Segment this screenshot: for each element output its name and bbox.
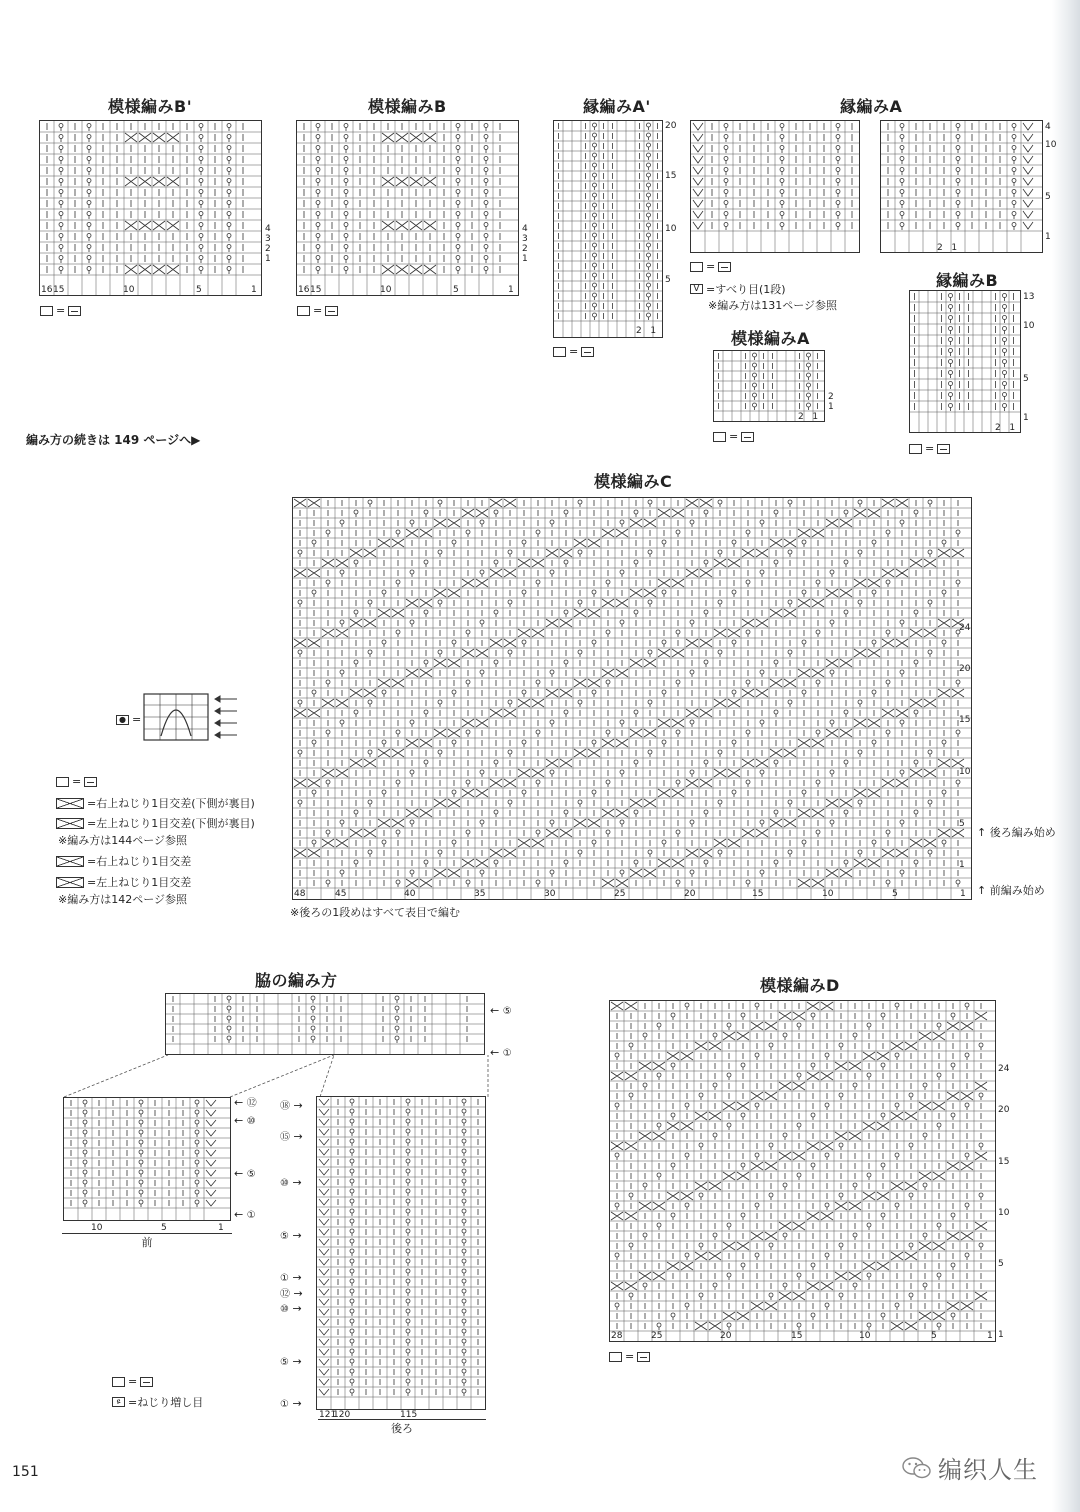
legend-pattern-d [609,1350,650,1363]
legend-rc-twist [56,853,191,869]
left-cross-twist-icon [56,877,84,888]
row-label: 15 [665,171,677,181]
col-label: 2 [636,326,642,336]
col-label: 1 [812,412,819,422]
chart-grid-lines [691,121,859,252]
side-back-label: 後ろ [318,1419,486,1436]
chart-side-left [63,1097,231,1221]
col-label: 30 [544,889,556,899]
side-left-mark-10: ← ⑩ [234,1114,256,1127]
col-label: 15 [53,285,65,295]
cols-pattern-a [798,412,818,422]
mark: ⑮ [280,1132,290,1143]
stitch-symbols [304,123,500,274]
row-label: 1 [1023,413,1029,423]
grid-lines [910,291,1020,432]
mark: ① [280,1399,289,1410]
col-label: 1 [218,1223,224,1233]
col-label: 5 [931,1331,937,1341]
side-right-mark-10b: ⑩ → [280,1302,302,1315]
mark: ⑫ [246,1098,257,1109]
mark: ⑩ [280,1304,289,1315]
blank-cell-icon [690,262,703,272]
title-pattern-d: 模様編みD [760,976,840,995]
side-right-mark-1b: ① → [280,1397,302,1410]
lc-twist-purl-text: =左上ねじり1目交差(下側が裏目) [87,817,255,830]
mark: ① [246,1210,256,1221]
row-label: 2 [828,392,834,402]
rows-border-b [1023,290,1037,433]
ruler-b [296,285,519,296]
right-cross-twist-icon [56,798,84,809]
legend-a-prime [553,345,594,358]
row-label: 4 [1045,122,1051,132]
brand-name: 编织人生 [938,1456,1038,1484]
legend-b-prime [40,304,81,317]
equals: = [313,304,323,317]
equals: = [132,713,142,726]
purl-cell-icon [741,432,754,442]
row-label: 24 [959,623,971,633]
side-right-mark-15: ⑮ → [280,1130,303,1143]
col-label: 15 [752,889,764,899]
col-label: 10 [859,1331,871,1341]
legend-b [297,304,338,317]
side-right-mark-10: ⑩ → [280,1176,302,1189]
side-top-mark-5: ← ⑤ [490,1004,512,1017]
row-label: 10 [959,767,971,777]
legend-slip-stitch [690,281,786,297]
title-border-a-prime: 縁編みA' [583,97,651,116]
equals: = [72,775,82,788]
chart-side-top [165,993,485,1055]
row-label: 10 [665,224,677,234]
slip-ref: ※編み方は131ページ参照 [708,299,837,312]
mark: ⑩ [246,1116,256,1127]
chart-grid-lines [881,121,1042,252]
chart-grid-lines [297,121,518,295]
equals: = [625,1350,635,1363]
rows-a-prime [665,120,679,338]
chart-pattern-b-prime [39,120,262,296]
ref-142: ※編み方は142ページ参照 [58,893,187,906]
chart-pattern-d [609,1000,996,1342]
chart-grid-lines [910,291,1020,432]
col-label: 1 [960,889,966,899]
side-left-mark-1: ← ① [234,1208,256,1221]
rc-twist-text: =右上ねじり1目交差 [87,855,192,868]
mark: ⑤ [280,1231,289,1242]
cols-border-b [995,423,1015,433]
stitch-symbols [319,1099,478,1396]
equals: = [56,304,66,317]
rows-border-a [1045,120,1059,253]
side-front-label: 前 [62,1233,232,1250]
col-label: 16 [41,285,53,295]
col-label: 1 [508,285,514,295]
chart-pattern-c [292,497,972,900]
legend-lc-twist [56,874,191,890]
purl-cell-icon [718,262,731,272]
col-label: 10 [123,285,135,295]
chart-grid-lines [610,1001,995,1341]
row-label: 1 [998,1330,1004,1340]
grid-lines [166,994,484,1054]
mark: ⑫ [280,1289,290,1300]
row-label: 2 [265,244,271,254]
title-pattern-a: 模様編みA [731,329,810,348]
row-label: 20 [959,664,971,674]
title-pattern-b-prime: 模様編みB' [108,97,193,116]
col-label: 5 [892,889,898,899]
col-label: 20 [720,1331,732,1341]
mark: ⑤ [246,1169,256,1180]
equals: = [569,345,579,358]
cols-border-a [937,243,957,253]
chart-pattern-b [296,120,519,296]
cols-a-prime [636,326,656,336]
twist-increase-icon: ዩ [112,1397,125,1407]
row-label: 1 [959,860,965,870]
purl-cell-icon [325,306,338,316]
col-label: 48 [294,889,306,899]
col-label: 1 [650,326,657,336]
front-start-label [977,882,1045,898]
grid-lines [554,121,662,337]
grid-lines [297,121,518,295]
page-number: 151 [12,1464,39,1480]
legend-border-b [909,442,950,455]
col-label: 10 [380,285,392,295]
col-label: 5 [161,1223,167,1233]
ref-144: ※編み方は144ページ参照 [58,834,187,847]
chart-border-a-left [690,120,860,253]
col-label: 15 [310,285,322,295]
mark: ① [280,1273,289,1284]
rc-twist-purl-text: =右上ねじり1目交差(下側が裏目) [87,797,255,810]
col-label: 1 [1009,423,1016,433]
col-label: 2 [937,243,943,253]
purl-cell-icon [637,1352,650,1362]
brand-watermark [902,1450,1038,1485]
back-start-label [977,824,1056,840]
row-label: 1 [828,402,834,412]
rows-pattern-d [998,1000,1014,1342]
rows-pattern-c [957,497,975,900]
side-top-mark-1: ← ① [490,1046,512,1059]
row-label: 24 [998,1064,1010,1074]
bobble-icon: ● [116,715,129,725]
left-cross-twist-icon [56,818,84,829]
equals: = [729,430,739,443]
legend-pattern-a [713,430,754,443]
col-label: 25 [614,889,626,899]
side-right-mark-5b: ⑤ → [280,1355,302,1368]
purl-cell-icon [937,444,950,454]
row-label: 4 [522,224,528,234]
row-label: 15 [959,715,971,725]
chart-side-right [316,1096,486,1410]
blank-cell-icon [553,347,566,357]
col-label: 1 [251,285,257,295]
rows-b-prime [265,224,271,264]
equals: = [925,442,935,455]
chart-grid-lines [317,1097,485,1409]
mark: ① [502,1048,512,1059]
cols-pattern-c [292,889,972,900]
legend-bobble [116,713,141,726]
grid-lines [881,121,1042,252]
stitch-symbols [47,123,243,274]
mark: ⑤ [280,1357,289,1368]
purl-cell-icon [140,1377,153,1387]
grid-lines [317,1097,485,1409]
right-cross-twist-icon [56,856,84,867]
front-start-text: 前編み始め [989,884,1045,897]
row-label: 1 [1045,232,1051,242]
side-right-mark-12: ⑫ → [280,1287,303,1300]
slip-stitch-icon: V [690,284,703,294]
side-left-mark-12: ← ⑫ [234,1096,257,1109]
side-right-mark-18: ⑱ → [280,1099,303,1112]
blank-cell-icon [56,777,69,787]
purl-cell-icon [581,347,594,357]
mark: ⑱ [280,1101,290,1112]
chart-grid-lines [40,121,261,295]
stitch-symbols [71,1100,216,1207]
legend-c-blank [56,775,97,788]
blank-cell-icon [40,306,53,316]
title-border-b: 縁編みB [936,271,999,290]
side-guide-lines [60,1055,500,1100]
row-label: 3 [522,234,528,244]
row-label: 3 [265,234,271,244]
title-pattern-b: 模様編みB [368,97,447,116]
legend-rc-twist-purl [56,795,255,811]
col-label: 35 [474,889,486,899]
legend-twist-increase [112,1394,203,1410]
slip-stitch-text: =すべり目(1段) [706,283,786,296]
chart-border-b [909,290,1021,433]
back-start-text: 後ろ編み始め [989,826,1056,839]
grid-lines [40,121,261,295]
chart-border-a-prime [553,120,663,338]
col-label: 5 [196,285,202,295]
row-label: 20 [998,1105,1010,1115]
chart-grid-lines [293,498,971,899]
col-label: 2 [995,423,1001,433]
chart-grid-lines [64,1098,230,1220]
up-arrow-icon: ↑ [977,884,987,897]
ruler-b-prime [39,285,262,296]
row-label: 1 [265,254,271,264]
back-first-row-note: ※後ろの1段めはすべて表目で編む [290,906,460,919]
mark: ⑤ [502,1006,512,1017]
up-arrow-icon: ↑ [977,826,987,839]
chart-grid-lines [166,994,484,1054]
row-label: 10 [1045,140,1057,150]
col-label: 10 [91,1223,103,1233]
row-label: 10 [998,1208,1010,1218]
blank-cell-icon [713,432,726,442]
col-label: 121 [319,1410,337,1420]
row-label: 5 [959,819,965,829]
chart-grid-lines [554,121,662,337]
rows-pattern-a [828,392,834,412]
blank-cell-icon [297,306,310,316]
rows-b [522,224,528,264]
col-label: 16 [298,285,310,295]
legend-side-blank [112,1375,153,1388]
col-label: 20 [684,889,696,899]
col-label: 1 [951,243,958,253]
row-label: 4 [265,224,271,234]
blank-cell-icon [909,444,922,454]
chart-grid-lines [714,351,824,421]
col-label: 10 [822,889,834,899]
col-label: 45 [335,889,347,899]
row-label: 13 [1023,292,1035,302]
grid-lines [64,1098,230,1220]
row-label: 5 [1023,374,1029,384]
col-label: 28 [611,1331,623,1341]
blank-cell-icon [609,1352,622,1362]
col-label: 40 [404,889,416,899]
col-label: 15 [791,1331,803,1341]
row-label: 5 [1045,192,1051,202]
continue-note: 編み方の続きは 149 ページへ▶ [26,433,201,447]
mark: ⑩ [280,1178,289,1189]
twist-increase-text: =ねじり増し目 [128,1396,204,1409]
grid-lines [610,1001,995,1341]
row-label: 1 [522,254,528,264]
wechat-icon [902,1456,932,1480]
lc-twist-text: =左上ねじり1目交差 [87,876,192,889]
title-pattern-c: 模様編みC [594,472,673,491]
col-label: 25 [651,1331,663,1341]
grid-lines [691,121,859,252]
legend-border-a [690,260,731,273]
side-right-mark-5: ⑤ → [280,1229,302,1242]
grid-lines [714,351,824,421]
stitch-symbols [693,123,852,230]
purl-cell-icon [84,777,97,787]
side-left-mark-5: ← ⑤ [234,1167,256,1180]
bobble-diagram [143,690,243,746]
blank-cell-icon [112,1377,125,1387]
purl-cell-icon [68,306,81,316]
col-label: 1 [987,1331,993,1341]
row-label: 20 [665,121,677,131]
title-side-method: 脇の編み方 [255,971,338,990]
col-label: 5 [453,285,459,295]
row-label: 10 [1023,321,1035,331]
col-label: 120 [333,1410,351,1420]
stitch-symbols [888,123,1033,230]
chart-border-a-right [880,120,1043,253]
legend-lc-twist-purl [56,815,255,831]
col-label: 2 [798,412,804,422]
title-border-a: 縁編みA [840,97,903,116]
row-label: 5 [665,275,671,285]
side-right-mark-1a: ① → [280,1271,302,1284]
row-label: 2 [522,244,528,254]
col-label: 115 [400,1410,418,1420]
equals: = [128,1375,138,1388]
equals: = [706,260,716,273]
row-label: 15 [998,1157,1010,1167]
row-label: 5 [998,1259,1004,1269]
grid-lines [293,498,971,899]
